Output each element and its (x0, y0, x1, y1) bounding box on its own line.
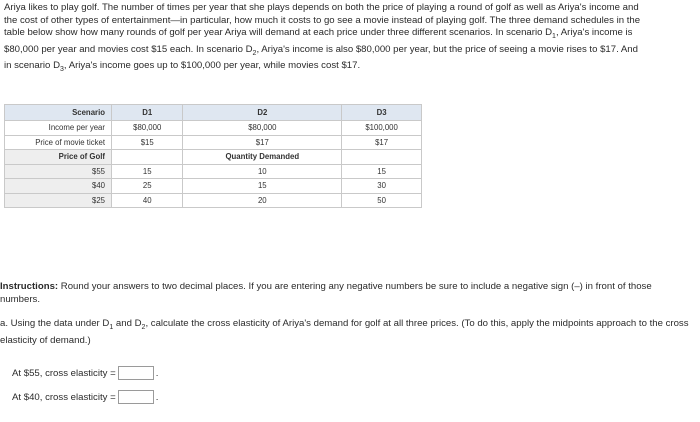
quantity-demanded-label: Quantity Demanded (183, 150, 342, 165)
table-row (5, 179, 422, 194)
table-row-price-header (5, 150, 422, 165)
header-d1: D1 (112, 105, 183, 121)
income-d1: $80,000 (112, 121, 183, 136)
qty-d2: 20 (183, 193, 342, 208)
movie-label: Price of movie ticket (5, 135, 112, 150)
empty-cell (112, 150, 183, 165)
demand-schedule-table (4, 104, 422, 208)
movie-d2: $17 (183, 135, 342, 150)
answer-label-55: At $55, cross elasticity = (12, 367, 116, 379)
price-of-golf-label: Price of Golf (5, 150, 112, 165)
qty-d2: 15 (183, 179, 342, 194)
golf-price: $25 (5, 193, 112, 208)
table-row (5, 164, 422, 179)
movie-d1: $15 (112, 135, 183, 150)
intro-text-3: , Ariya's income is also $80,000 per year, but the price of seeing a movie rises to $17. And in scenario (4, 43, 638, 72)
question-a: a. Using the data under $D_1$ and $D_2$, calculate the cross elasticity of Ariya's demand for golf at all three prices. (To do this, apply the midpoints approach to the cross elasticity of demand.) (0, 318, 689, 346)
answer-suffix: . (155, 391, 159, 403)
qty-d1: 15 (112, 164, 183, 179)
header-scenario: Scenario (5, 105, 112, 121)
answer-row-55 (12, 366, 158, 380)
scenario-d2-ref: $D_2$ (245, 43, 257, 57)
cross-elasticity-40-input[interactable] (118, 390, 154, 404)
answer-row-40 (12, 390, 158, 404)
scenario-d1-ref: $D_1$ (545, 27, 556, 41)
instructions-body: Round your answers to two decimal places. If you are entering any negative numbers be sure to include a negative sign (–) in front of those numbers. (0, 281, 652, 305)
qty-d1: 40 (112, 193, 183, 208)
header-d2: D2 (183, 105, 342, 121)
table-header-row (5, 105, 422, 121)
instructions-text (0, 281, 690, 306)
scenario-d3-ref: $D_3$ (53, 60, 64, 74)
problem-intro (4, 2, 644, 77)
table-row-income (5, 121, 422, 136)
golf-price: $40 (5, 179, 112, 194)
qty-d1: 25 (112, 179, 183, 194)
qty-d3: 30 (342, 179, 422, 194)
income-d2: $80,000 (183, 121, 342, 136)
intro-text-2: , Ariya's income is $80,000 per year and movies cost $15 each. In scenario (4, 27, 633, 55)
qty-d3: 15 (342, 164, 422, 179)
table-row (5, 193, 422, 208)
movie-d3: $17 (342, 135, 422, 150)
qty-d3: 50 (342, 193, 422, 208)
income-d3: $100,000 (342, 121, 422, 136)
scenario-d2-ref: $D_2$ (134, 318, 146, 331)
intro-text-1: Ariya likes to play golf. The number of times per year that she plays depends on both the price of playing a round of golf as well as Ariya's income and the cost of other types of entertainment—in particular, how much it costs to go see a movie instead of playing golf. The three demand schedules in the table below show how many rounds of golf per year Ariya will demand at each price under three different scenarios. In scenario (4, 2, 641, 39)
income-label: Income per year (5, 121, 112, 136)
cross-elasticity-55-input[interactable] (118, 366, 154, 380)
instructions-label: Instructions: (0, 281, 59, 292)
qty-d2: 10 (183, 164, 342, 179)
table-row-movie (5, 135, 422, 150)
scenario-d1-ref: $D_1$ (102, 318, 114, 331)
header-d3: D3 (342, 105, 422, 121)
golf-price: $55 (5, 164, 112, 179)
intro-text-4: , Ariya's income goes up to $100,000 per year, while movies cost $17. (63, 60, 361, 72)
empty-cell (342, 150, 422, 165)
answer-suffix: . (155, 367, 159, 379)
answer-label-40: At $40, cross elasticity = (12, 391, 116, 403)
